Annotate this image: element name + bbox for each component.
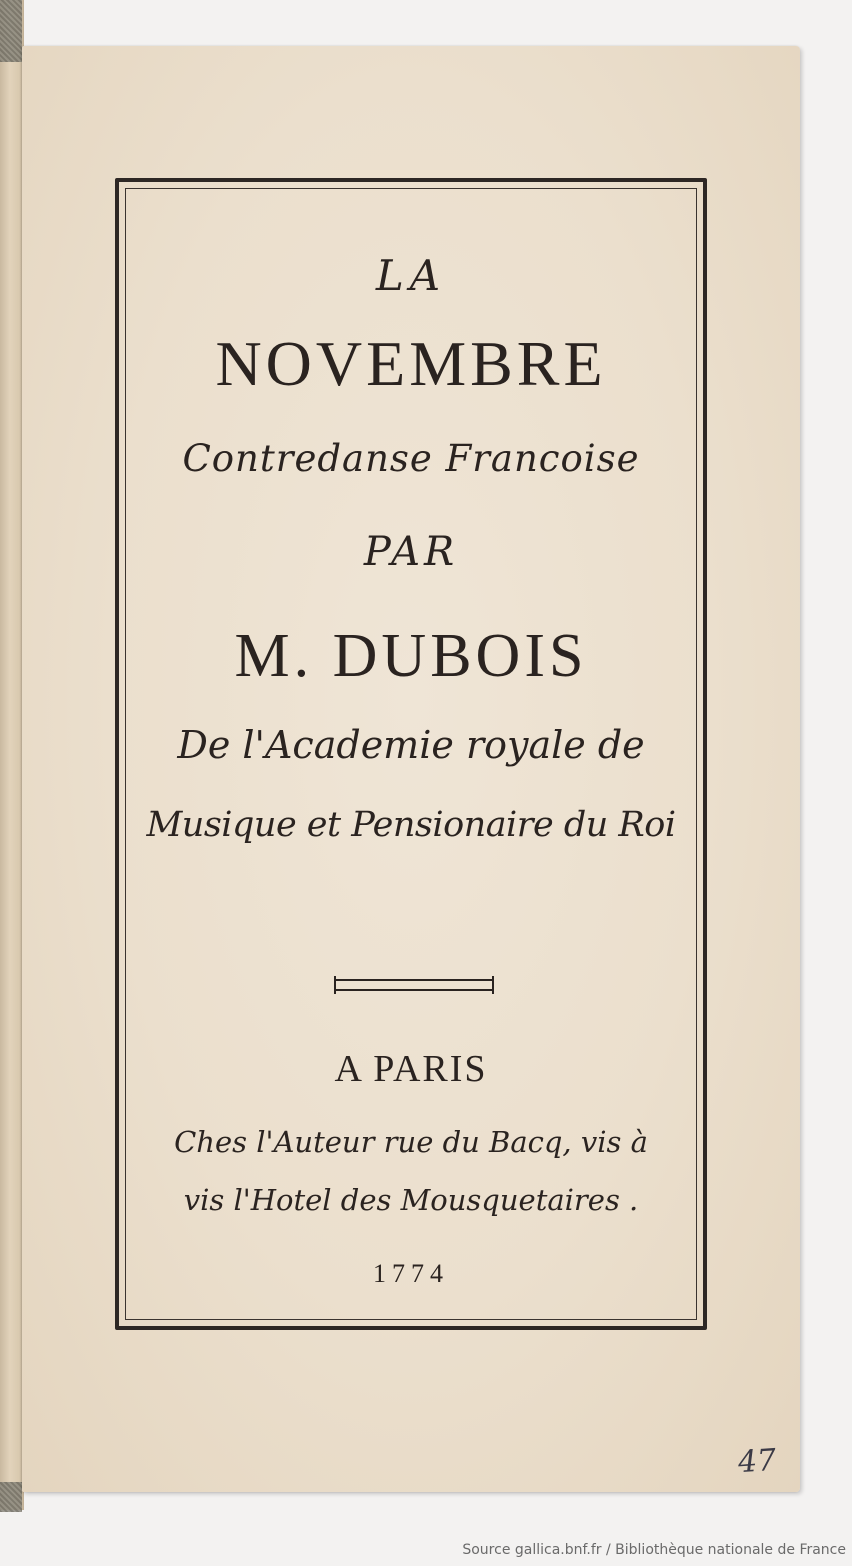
source-credit: Source gallica.bnf.fr / Bibliothèque nationale de France <box>462 1542 846 1558</box>
page-border-inner <box>125 188 697 1320</box>
ornamental-rule <box>336 979 492 991</box>
title-page <box>22 46 800 1492</box>
handwritten-folio-number: 47 <box>736 1442 778 1481</box>
author-affiliation-2: Musique et Pensionaire du Roi <box>146 805 676 845</box>
page-border-frame <box>115 178 707 1330</box>
by-line: PAR <box>363 529 459 575</box>
imprint-city: A PARIS <box>334 1048 488 1090</box>
author-affiliation-1: De l'Academie royale de <box>177 723 645 767</box>
imprint-year: 1774 <box>373 1259 449 1288</box>
title-article: LA <box>375 251 447 300</box>
author-name: M. DUBOIS <box>234 622 588 690</box>
imprint-address-1: Ches l'Auteur rue du Bacq, vis à <box>174 1125 648 1159</box>
imprint-address-2: vis l'Hotel des Mousquetaires . <box>183 1183 639 1217</box>
work-subtitle: Contredanse Francoise <box>182 437 640 480</box>
work-title: NOVEMBRE <box>215 328 607 399</box>
book-binding <box>0 0 24 1510</box>
binding-cloth-top <box>0 0 22 62</box>
binding-cloth-bottom <box>0 1482 22 1512</box>
